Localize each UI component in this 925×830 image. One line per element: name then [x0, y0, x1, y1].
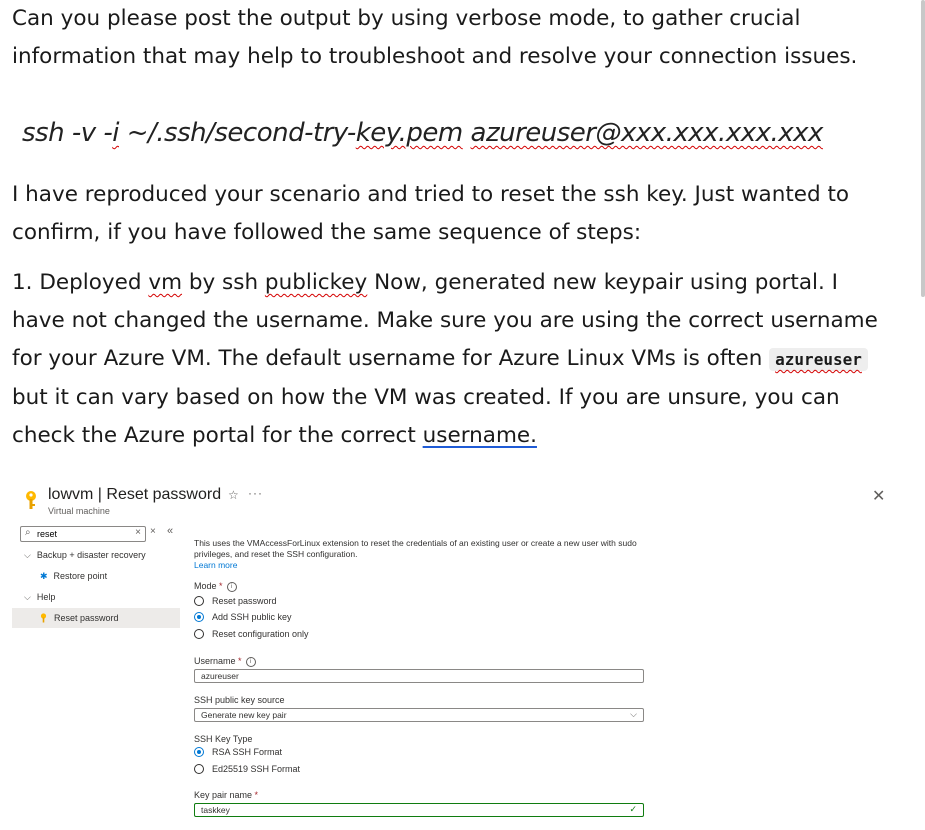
mode-label: Mode * i	[194, 581, 237, 592]
more-icon[interactable]: ···	[248, 486, 263, 500]
checkmark-icon: ✓	[629, 804, 637, 814]
reproduce-paragraph: I have reproduced your scenario and tried to reset the ssh key. Just wanted to confirm, if you have followed the same sequence of steps:	[12, 182, 850, 245]
nav-backup-disaster-recovery[interactable]: ⌵ Backup + disaster recovery	[24, 550, 146, 560]
menu-search-input[interactable]	[37, 528, 127, 540]
menu-search[interactable]	[20, 526, 146, 542]
nav-help[interactable]: ⌵ Help	[24, 592, 56, 602]
ssh-key-type-label: SSH Key Type	[194, 734, 253, 744]
key-icon	[40, 613, 47, 623]
chevron-down-icon: ⌵	[24, 550, 31, 560]
intro-paragraph: Can you please post the output by using verbose mode, to gather crucial information that may help to troubleshoot and resolve your connection issues.	[12, 6, 858, 69]
close-icon[interactable]: ✕	[872, 488, 886, 505]
ssh-key-source-label: SSH public key source	[194, 695, 285, 705]
username-field[interactable]: azureuser	[194, 669, 644, 683]
learn-more-link[interactable]: Learn more	[194, 560, 238, 570]
restore-point-icon: ✱	[40, 571, 48, 581]
nav-restore-point[interactable]: ✱ Restore point	[40, 571, 108, 581]
inline-code-azureuser: azureuser	[769, 348, 868, 371]
ssh-command: ssh -v -i ~/.ssh/second-try-key.pem azureuser@xxx.xxx.xxx.xxx	[22, 118, 823, 148]
star-icon[interactable]: ☆	[228, 488, 239, 502]
blade-description: This uses the VMAccessForLinux extension to reset the credentials of an existing user or create a new user with sudo privileges, and reset the SSH configuration.	[194, 538, 637, 559]
key-pair-name-label: Key pair name *	[194, 790, 259, 800]
blade-title: lowvm | Reset password	[48, 486, 222, 503]
key-pair-name-field[interactable]: taskkey ✓	[194, 803, 644, 817]
steps-paragraph: 1. Deployed vm by ssh publickey Now, generated new keypair using portal. I have not changed the username. Make sure you are using the correct username for your Azure VM. The default username for Azure Linux VMs is often azureuser but it can vary based on how the VM was created. If you are unsure, you can check the Azure portal for the correct username.	[12, 270, 878, 448]
info-icon[interactable]: i	[246, 657, 256, 667]
username-label: Username * i	[194, 656, 256, 667]
blade-subtitle: Virtual machine	[48, 506, 110, 516]
key-icon	[24, 490, 38, 510]
portal-screenshot: lowvm | Reset password Virtual machine ☆ ··· ✕ ⌕ reset × × « ⌵ Backup + disaster recovery ✱ Restore point ⌵ Help Reset password This uses the VMAccessForLinux extension to reset the credentials of an existing user or create a new user with sudo privileges, and reset the SSH configuration. Learn more Mode * i Reset password Add SSH public key Reset configuration only Username * i azureuser SSH public key source Generate new key pair ⌵ SSH Key Type RSA SSH Format Ed25519 SSH Format Key pair name * taskkey ✓	[0, 478, 925, 830]
username-link[interactable]: username.	[422, 423, 537, 448]
chevron-down-icon: ⌵	[630, 709, 637, 719]
ssh-key-source-select[interactable]: Generate new key pair ⌵	[194, 708, 644, 722]
scrollbar-thumb[interactable]	[921, 0, 925, 297]
nav-reset-password[interactable]: Reset password	[12, 608, 180, 628]
page-scrollbar[interactable]	[919, 0, 925, 300]
chevron-down-icon: ⌵	[24, 592, 31, 602]
search-icon: ⌕	[25, 527, 31, 538]
info-icon[interactable]: i	[227, 582, 237, 592]
close-menu-icon[interactable]: ×	[150, 526, 156, 537]
clear-search-icon[interactable]: ×	[135, 527, 141, 538]
collapse-menu-icon[interactable]: «	[167, 525, 174, 537]
